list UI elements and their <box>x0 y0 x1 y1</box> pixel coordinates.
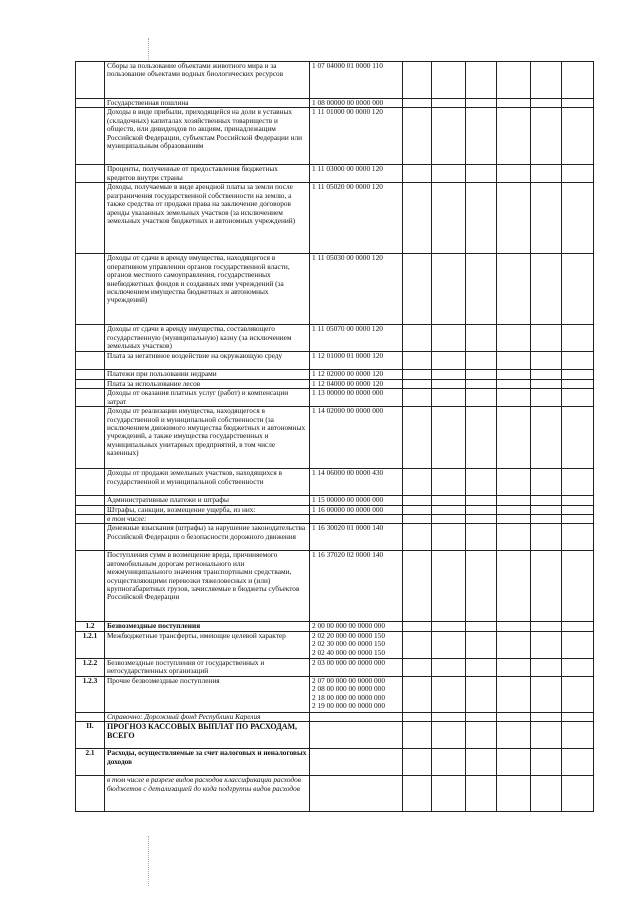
row-number <box>76 389 105 407</box>
value-cell <box>403 722 432 749</box>
value-cell <box>497 379 531 388</box>
budget-code: 1 07 04000 01 0000 110 <box>310 62 403 99</box>
table-row <box>76 776 594 812</box>
value-cell <box>403 183 432 254</box>
table-row <box>76 352 594 370</box>
row-name: Платежи при пользовании недрами <box>105 370 310 379</box>
budget-code <box>310 712 403 721</box>
value-cell <box>562 379 594 388</box>
table-row <box>76 469 594 496</box>
row-number <box>76 165 105 183</box>
value-cell <box>466 407 497 469</box>
value-cell <box>562 551 594 622</box>
value-cell <box>531 99 562 108</box>
value-cell <box>562 676 594 712</box>
value-cell <box>562 407 594 469</box>
value-cell <box>531 658 562 676</box>
value-cell <box>562 658 594 676</box>
value-cell <box>562 325 594 352</box>
value-cell <box>403 676 432 712</box>
value-cell <box>403 622 432 631</box>
value-cell <box>531 254 562 325</box>
value-cell <box>466 389 497 407</box>
budget-code: 1 16 30020 01 0000 140 <box>310 524 403 551</box>
value-cell <box>562 515 594 524</box>
value-cell <box>497 776 531 812</box>
value-cell <box>432 99 466 108</box>
value-cell <box>531 108 562 165</box>
value-cell <box>531 551 562 622</box>
value-cell <box>531 524 562 551</box>
value-cell <box>466 325 497 352</box>
value-cell <box>531 183 562 254</box>
value-cell <box>531 712 562 721</box>
value-cell <box>432 515 466 524</box>
row-name: Доходы в виде прибыли, приходящейся на доли в уставных (складочных) капиталах хозяйственных товариществ и обществ, или дивидендов по акциям, принадлежащим Российской Федерации, субъектам Российской Федерации или муниципальным образованиям <box>105 108 310 165</box>
fold-mark-top <box>148 38 149 62</box>
table-row <box>76 379 594 388</box>
row-number <box>76 515 105 524</box>
row-name: Доходы, получаемые в виде арендной платы за земли после разграничения государственной собственности на землю, а также средства от продажи права на заключение договоров аренды указанных земельных участков (за исключением земельных участков бюджетных и автономных учреждений) <box>105 183 310 254</box>
value-cell <box>562 99 594 108</box>
row-number <box>76 524 105 551</box>
row-number <box>76 407 105 469</box>
table-row <box>76 407 594 469</box>
table-row <box>76 722 594 749</box>
value-cell <box>466 524 497 551</box>
cash-plan-table <box>75 61 594 812</box>
value-cell <box>466 551 497 622</box>
row-name: Проценты, полученные от предоставления бюджетных кредитов внутри страны <box>105 165 310 183</box>
value-cell <box>466 722 497 749</box>
value-cell <box>432 622 466 631</box>
value-cell <box>432 62 466 99</box>
value-cell <box>403 712 432 721</box>
row-number: 1.2.3 <box>76 676 105 712</box>
row-name: Денежные взыскания (штрафы) за нарушение законодательства Российской Федерации о безопасности дорожного движения <box>105 524 310 551</box>
value-cell <box>562 776 594 812</box>
value-cell <box>497 370 531 379</box>
value-cell <box>403 524 432 551</box>
value-cell <box>562 108 594 165</box>
value-cell <box>497 622 531 631</box>
value-cell <box>531 379 562 388</box>
value-cell <box>432 658 466 676</box>
budget-code: 2 00 00 000 00 0000 000 <box>310 622 403 631</box>
row-name: Доходы от продажи земельных участков, находящихся в государственной и муниципальной собственности <box>105 469 310 496</box>
row-number: II. <box>76 722 105 749</box>
table-row <box>76 515 594 524</box>
value-cell <box>403 108 432 165</box>
row-name: Государственная пошлина <box>105 99 310 108</box>
row-name: Доходы от сдачи в аренду имущества, находящегося в оперативном управлении органов государственной власти, органов местного самоуправления, государственных внебюджетных фондов и созданных ими учреждений (за исключением имущества бюджетных и автономных учреждений) <box>105 254 310 325</box>
value-cell <box>497 325 531 352</box>
budget-code <box>310 749 403 776</box>
value-cell <box>432 469 466 496</box>
value-cell <box>497 658 531 676</box>
row-number: 2.1 <box>76 749 105 776</box>
value-cell <box>466 658 497 676</box>
value-cell <box>562 469 594 496</box>
value-cell <box>466 165 497 183</box>
value-cell <box>403 658 432 676</box>
value-cell <box>432 749 466 776</box>
budget-code: 1 16 00000 00 0000 000 <box>310 505 403 514</box>
row-number <box>76 551 105 622</box>
value-cell <box>432 676 466 712</box>
value-cell <box>432 325 466 352</box>
value-cell <box>497 183 531 254</box>
fold-mark-bottom <box>148 836 149 886</box>
value-cell <box>432 496 466 505</box>
budget-code: 1 08 00000 00 0000 000 <box>310 99 403 108</box>
row-number <box>76 379 105 388</box>
value-cell <box>531 622 562 631</box>
row-name: Штрафы, санкции, возмещение ущерба, из них: <box>105 505 310 514</box>
table-row <box>76 551 594 622</box>
value-cell <box>497 515 531 524</box>
value-cell <box>531 515 562 524</box>
budget-code: 1 12 04000 00 0000 120 <box>310 379 403 388</box>
row-name: Расходы, осуществляемые за счет налоговых и неналоговых доходов <box>105 749 310 776</box>
value-cell <box>466 379 497 388</box>
value-cell <box>432 551 466 622</box>
value-cell <box>497 108 531 165</box>
budget-code: 1 11 05070 00 0000 120 <box>310 325 403 352</box>
value-cell <box>562 496 594 505</box>
value-cell <box>466 99 497 108</box>
table-row <box>76 712 594 721</box>
table-row <box>76 370 594 379</box>
table-row <box>76 631 594 658</box>
row-number <box>76 183 105 254</box>
value-cell <box>531 62 562 99</box>
value-cell <box>531 631 562 658</box>
value-cell <box>466 712 497 721</box>
value-cell <box>432 505 466 514</box>
value-cell <box>562 183 594 254</box>
table-row <box>76 165 594 183</box>
budget-code <box>310 776 403 812</box>
value-cell <box>531 325 562 352</box>
value-cell <box>466 496 497 505</box>
value-cell <box>497 505 531 514</box>
value-cell <box>562 389 594 407</box>
table-row <box>76 389 594 407</box>
table-row <box>76 496 594 505</box>
table-row <box>76 325 594 352</box>
value-cell <box>531 676 562 712</box>
budget-code <box>310 722 403 749</box>
value-cell <box>403 631 432 658</box>
row-number <box>76 776 105 812</box>
table-row <box>76 622 594 631</box>
value-cell <box>497 676 531 712</box>
value-cell <box>403 407 432 469</box>
value-cell <box>466 749 497 776</box>
value-cell <box>531 165 562 183</box>
table-row <box>76 524 594 551</box>
budget-code: 1 13 00000 00 0000 000 <box>310 389 403 407</box>
value-cell <box>432 722 466 749</box>
value-cell <box>562 631 594 658</box>
budget-code: 1 11 03000 00 0000 120 <box>310 165 403 183</box>
row-name: Сборы за пользование объектами животного мира и за пользование объектами водных биологических ресурсов <box>105 62 310 99</box>
value-cell <box>562 712 594 721</box>
value-cell <box>497 165 531 183</box>
value-cell <box>403 254 432 325</box>
value-cell <box>466 515 497 524</box>
value-cell <box>497 496 531 505</box>
value-cell <box>466 676 497 712</box>
budget-code: 1 11 05020 00 0000 120 <box>310 183 403 254</box>
value-cell <box>403 469 432 496</box>
value-cell <box>497 254 531 325</box>
row-name: Прочие безвозмездные поступления <box>105 676 310 712</box>
value-cell <box>466 352 497 370</box>
value-cell <box>562 62 594 99</box>
value-cell <box>432 254 466 325</box>
value-cell <box>466 254 497 325</box>
value-cell <box>403 551 432 622</box>
row-number <box>76 496 105 505</box>
budget-code: 2 02 20 000 00 0000 150 2 02 30 000 00 0000 150 2 02 40 000 00 0000 150 <box>310 631 403 658</box>
value-cell <box>403 165 432 183</box>
value-cell <box>403 99 432 108</box>
value-cell <box>531 389 562 407</box>
value-cell <box>403 370 432 379</box>
budget-code: 2 07 00 000 00 0000 000 2 08 00 000 00 0000 000 2 18 00 000 00 0000 000 2 19 00 000 00 0000 000 <box>310 676 403 712</box>
value-cell <box>466 183 497 254</box>
value-cell <box>466 622 497 631</box>
value-cell <box>531 469 562 496</box>
value-cell <box>432 379 466 388</box>
row-name: в том числе: <box>105 515 310 524</box>
budget-code: 1 16 37020 02 0000 140 <box>310 551 403 622</box>
value-cell <box>497 352 531 370</box>
value-cell <box>497 524 531 551</box>
row-number <box>76 62 105 99</box>
row-name: ПРОГНОЗ КАССОВЫХ ВЫПЛАТ ПО РАСХОДАМ, ВСЕГО <box>105 722 310 749</box>
table-row <box>76 62 594 99</box>
table-row <box>76 183 594 254</box>
budget-code: 1 15 00000 00 0000 000 <box>310 496 403 505</box>
value-cell <box>531 749 562 776</box>
row-name: Безвозмездные поступления <box>105 622 310 631</box>
value-cell <box>531 496 562 505</box>
value-cell <box>403 505 432 514</box>
budget-code: 2 03 00 000 00 0000 000 <box>310 658 403 676</box>
budget-code: 1 12 01000 01 0000 120 <box>310 352 403 370</box>
value-cell <box>432 108 466 165</box>
budget-code: 1 14 06000 00 0000 430 <box>310 469 403 496</box>
value-cell <box>403 515 432 524</box>
value-cell <box>497 551 531 622</box>
value-cell <box>432 407 466 469</box>
budget-code <box>310 515 403 524</box>
row-name: Плата за негативное воздействие на окружающую среду <box>105 352 310 370</box>
row-name: Справочно: Дорожный фонд Республики Карелия <box>105 712 310 721</box>
table-row <box>76 505 594 514</box>
table-row <box>76 254 594 325</box>
row-number <box>76 352 105 370</box>
row-number <box>76 505 105 514</box>
row-name: Доходы от оказания платных услуг (работ) и компенсации затрат <box>105 389 310 407</box>
row-name: в том числе в разрезе видов расходов классификации расходов бюджетов с детализацией до кода подгруппы видов расходов <box>105 776 310 812</box>
value-cell <box>562 254 594 325</box>
value-cell <box>432 352 466 370</box>
value-cell <box>497 749 531 776</box>
value-cell <box>531 352 562 370</box>
value-cell <box>403 325 432 352</box>
table-row <box>76 108 594 165</box>
budget-code: 1 12 02000 00 0000 120 <box>310 370 403 379</box>
value-cell <box>497 407 531 469</box>
value-cell <box>403 62 432 99</box>
value-cell <box>562 352 594 370</box>
value-cell <box>497 722 531 749</box>
row-number <box>76 99 105 108</box>
value-cell <box>432 712 466 721</box>
row-name: Безвозмездные поступления от государственных и негосударственных организаций <box>105 658 310 676</box>
value-cell <box>562 370 594 379</box>
value-cell <box>432 165 466 183</box>
row-name: Межбюджетные трансферты, имеющие целевой характер <box>105 631 310 658</box>
row-number: 1.2 <box>76 622 105 631</box>
value-cell <box>531 722 562 749</box>
row-name: Плата за использование лесов <box>105 379 310 388</box>
value-cell <box>466 62 497 99</box>
value-cell <box>497 631 531 658</box>
row-name: Доходы от реализации имущества, находящегося в государственной и муниципальной собственности (за исключением движимого имущества бюджетных и автономных учреждений, а также имущества государственных и муниципальных унитарных предприятий, в том числе казенных) <box>105 407 310 469</box>
value-cell <box>562 505 594 514</box>
row-name: Доходы от сдачи в аренду имущества, составляющего государственную (муниципальную) казну (за исключением земельных участков) <box>105 325 310 352</box>
value-cell <box>562 722 594 749</box>
value-cell <box>403 749 432 776</box>
value-cell <box>531 776 562 812</box>
table-row <box>76 676 594 712</box>
row-number <box>76 712 105 721</box>
value-cell <box>497 712 531 721</box>
table-row <box>76 749 594 776</box>
value-cell <box>497 99 531 108</box>
value-cell <box>432 389 466 407</box>
value-cell <box>403 776 432 812</box>
value-cell <box>403 379 432 388</box>
budget-code: 1 11 05030 00 0000 120 <box>310 254 403 325</box>
row-name: Поступления сумм в возмещение вреда, причиняемого автомобильным дорогам регионального или межмуниципального значения транспортными средствами, осуществляющими перевозки тяжеловесных и (или) крупногабаритных грузов, зачисляемые в бюджеты субъектов Российской Федерации <box>105 551 310 622</box>
value-cell <box>466 370 497 379</box>
row-number: 1.2.1 <box>76 631 105 658</box>
row-number <box>76 325 105 352</box>
row-number: 1.2.2 <box>76 658 105 676</box>
value-cell <box>531 407 562 469</box>
row-number <box>76 254 105 325</box>
row-number <box>76 469 105 496</box>
value-cell <box>497 62 531 99</box>
value-cell <box>432 631 466 658</box>
value-cell <box>466 505 497 514</box>
value-cell <box>466 108 497 165</box>
row-number <box>76 108 105 165</box>
value-cell <box>403 496 432 505</box>
value-cell <box>497 389 531 407</box>
value-cell <box>497 469 531 496</box>
row-name: Административные платежи и штрафы <box>105 496 310 505</box>
value-cell <box>432 370 466 379</box>
value-cell <box>562 749 594 776</box>
value-cell <box>403 389 432 407</box>
value-cell <box>403 352 432 370</box>
value-cell <box>466 631 497 658</box>
value-cell <box>432 776 466 812</box>
value-cell <box>562 622 594 631</box>
value-cell <box>432 524 466 551</box>
value-cell <box>531 505 562 514</box>
value-cell <box>562 524 594 551</box>
table-row <box>76 99 594 108</box>
value-cell <box>466 776 497 812</box>
value-cell <box>432 183 466 254</box>
budget-code: 1 14 02000 00 0000 000 <box>310 407 403 469</box>
value-cell <box>531 370 562 379</box>
budget-code: 1 11 01000 00 0000 120 <box>310 108 403 165</box>
value-cell <box>562 165 594 183</box>
value-cell <box>466 469 497 496</box>
table-row <box>76 658 594 676</box>
row-number <box>76 370 105 379</box>
